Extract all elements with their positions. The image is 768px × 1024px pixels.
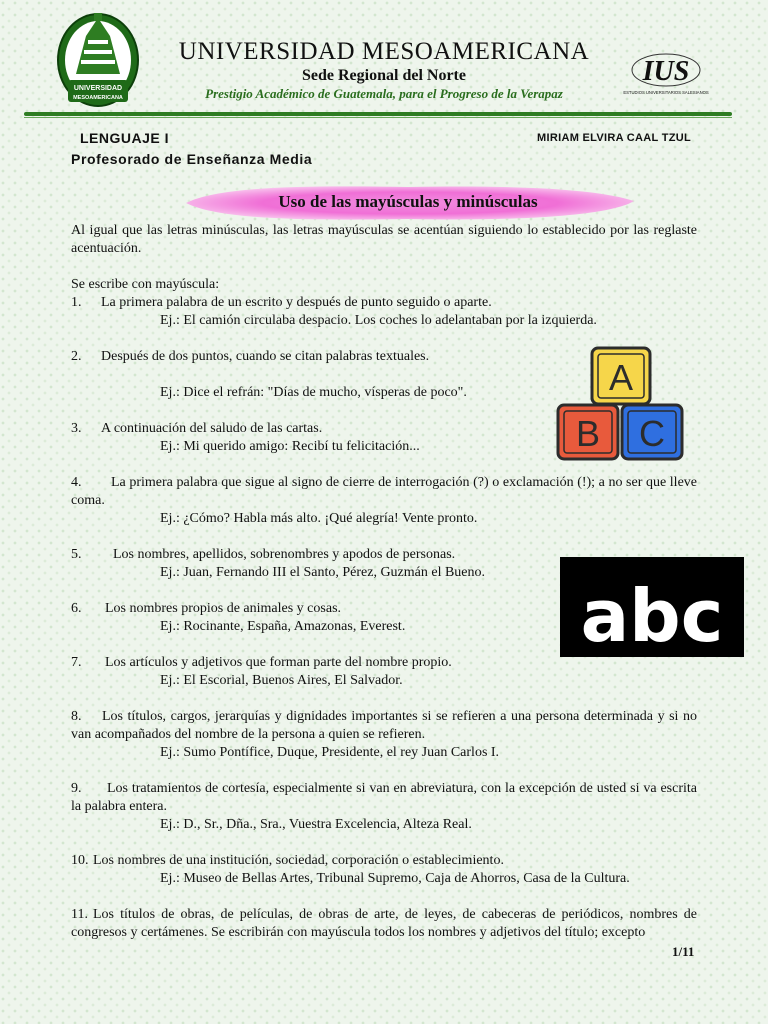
rule-item: 8. Los títulos, cargos, jerarquías y dignidades importantes si se refieren a una persona determinada y si no van acompañados del nombre de la persona a quien se refieren. xyxy=(71,709,697,742)
sede-name: Sede Regional del Norte xyxy=(302,67,466,84)
header-rule-thin xyxy=(24,117,732,118)
rule-item: 11. Los títulos de obras, de películas, de obras de arte, de leyes, de cabeceras de periódicos, nombres de congresos y certámenes. Se escribirán con mayúscula todos los nombres y adjetivos del título; excepto xyxy=(71,907,697,940)
author-name: MIRIAM ELVIRA CAAL TZUL xyxy=(537,132,691,144)
rule-example: Ej.: ¿Cómo? Habla más alto. ¡Qué alegría! Vente pronto. xyxy=(160,511,478,526)
rule-example: Ej.: Dice el refrán: "Días de mucho, vísperas de poco". xyxy=(160,385,467,400)
svg-text:MESOAMERICANA: MESOAMERICANA xyxy=(73,95,123,101)
rule-item: 2. Después de dos puntos, cuando se citan palabras textuales. xyxy=(71,349,430,364)
rule-example: Ej.: Museo de Bellas Artes, Tribunal Supremo, Caja de Ahorros, Casa de la Cultura. xyxy=(160,871,630,886)
svg-text:ESTUDIOS UNIVERSITARIOS SALESI: ESTUDIOS UNIVERSITARIOS SALESIANOS xyxy=(623,90,709,95)
block-letter-c: C xyxy=(639,413,665,454)
rule-example: Ej.: Juan, Fernando III el Santo, Pérez, Guzmán el Bueno. xyxy=(160,565,486,580)
rule-example: Ej.: Rocinante, España, Amazonas, Everest. xyxy=(160,619,406,634)
rule-item: 6. Los nombres propios de animales y cosas. xyxy=(71,601,342,616)
rule-example: Ej.: D., Sr., Dña., Sra., Vuestra Excelencia, Alteza Real. xyxy=(160,817,472,832)
abc-blocks-illustration xyxy=(554,345,686,463)
tagline: Prestigio Académico de Guatemala, para el Progreso de la Verapaz xyxy=(205,86,563,101)
course-name: LENGUAJE I xyxy=(80,130,170,146)
intro-paragraph: Al igual que las letras minúsculas, las letras mayúsculas se acentúan siguiendo lo establecido por las reglaste acentuación. xyxy=(71,223,697,256)
rule-item: 10. Los nombres de una institución, sociedad, corporación o establecimiento. xyxy=(71,853,504,868)
rule-item: 4. La primera palabra que sigue al signo de cierre de interrogación (?) o exclamación (!); a no ser que lleve coma. xyxy=(71,475,697,508)
svg-text:IUS: IUS xyxy=(642,56,690,87)
ius-logo xyxy=(623,48,709,98)
svg-text:UNIVERSIDAD: UNIVERSIDAD xyxy=(73,85,123,92)
abc-image-text: abc xyxy=(580,574,724,658)
rule-example: Ej.: Mi querido amigo: Recibí tu felicitación... xyxy=(160,439,420,454)
rule-item: 5. Los nombres, apellidos, sobrenombres y apodos de personas. xyxy=(71,547,456,562)
document-title: Uso de las mayúsculas y minúsculas xyxy=(278,192,538,211)
rule-example: Ej.: Sumo Pontífice, Duque, Presidente, el rey Juan Carlos I. xyxy=(160,745,500,760)
page-number: 1/11 xyxy=(672,944,695,959)
block-letter-b: B xyxy=(575,413,601,454)
rule-item: 1. La primera palabra de un escrito y después de punto seguido o aparte. xyxy=(71,295,492,310)
abc-handwritten-image xyxy=(560,557,744,657)
rule-item: 9. Los tratamientos de cortesía, especialmente si van en abreviatura, con la excepción de usted si va escrita la palabra entera. xyxy=(71,781,697,814)
university-name: UNIVERSIDAD MESOAMERICANA xyxy=(178,38,590,65)
lead-text: Se escribe con mayúscula: xyxy=(71,277,220,292)
header-rule xyxy=(24,112,732,116)
rule-example: Ej.: El camión circulaba despacio. Los coches lo adelantaban por la izquierda. xyxy=(160,313,597,328)
rule-item: 7. Los artículos y adjetivos que forman parte del nombre propio. xyxy=(71,655,452,670)
rule-item: 3. A continuación del saludo de las cartas. xyxy=(71,421,323,436)
program-name: Profesorado de Enseñanza Media xyxy=(71,151,313,167)
rule-example: Ej.: El Escorial, Buenos Aires, El Salvador. xyxy=(160,673,403,688)
block-letter-a: A xyxy=(608,357,634,398)
